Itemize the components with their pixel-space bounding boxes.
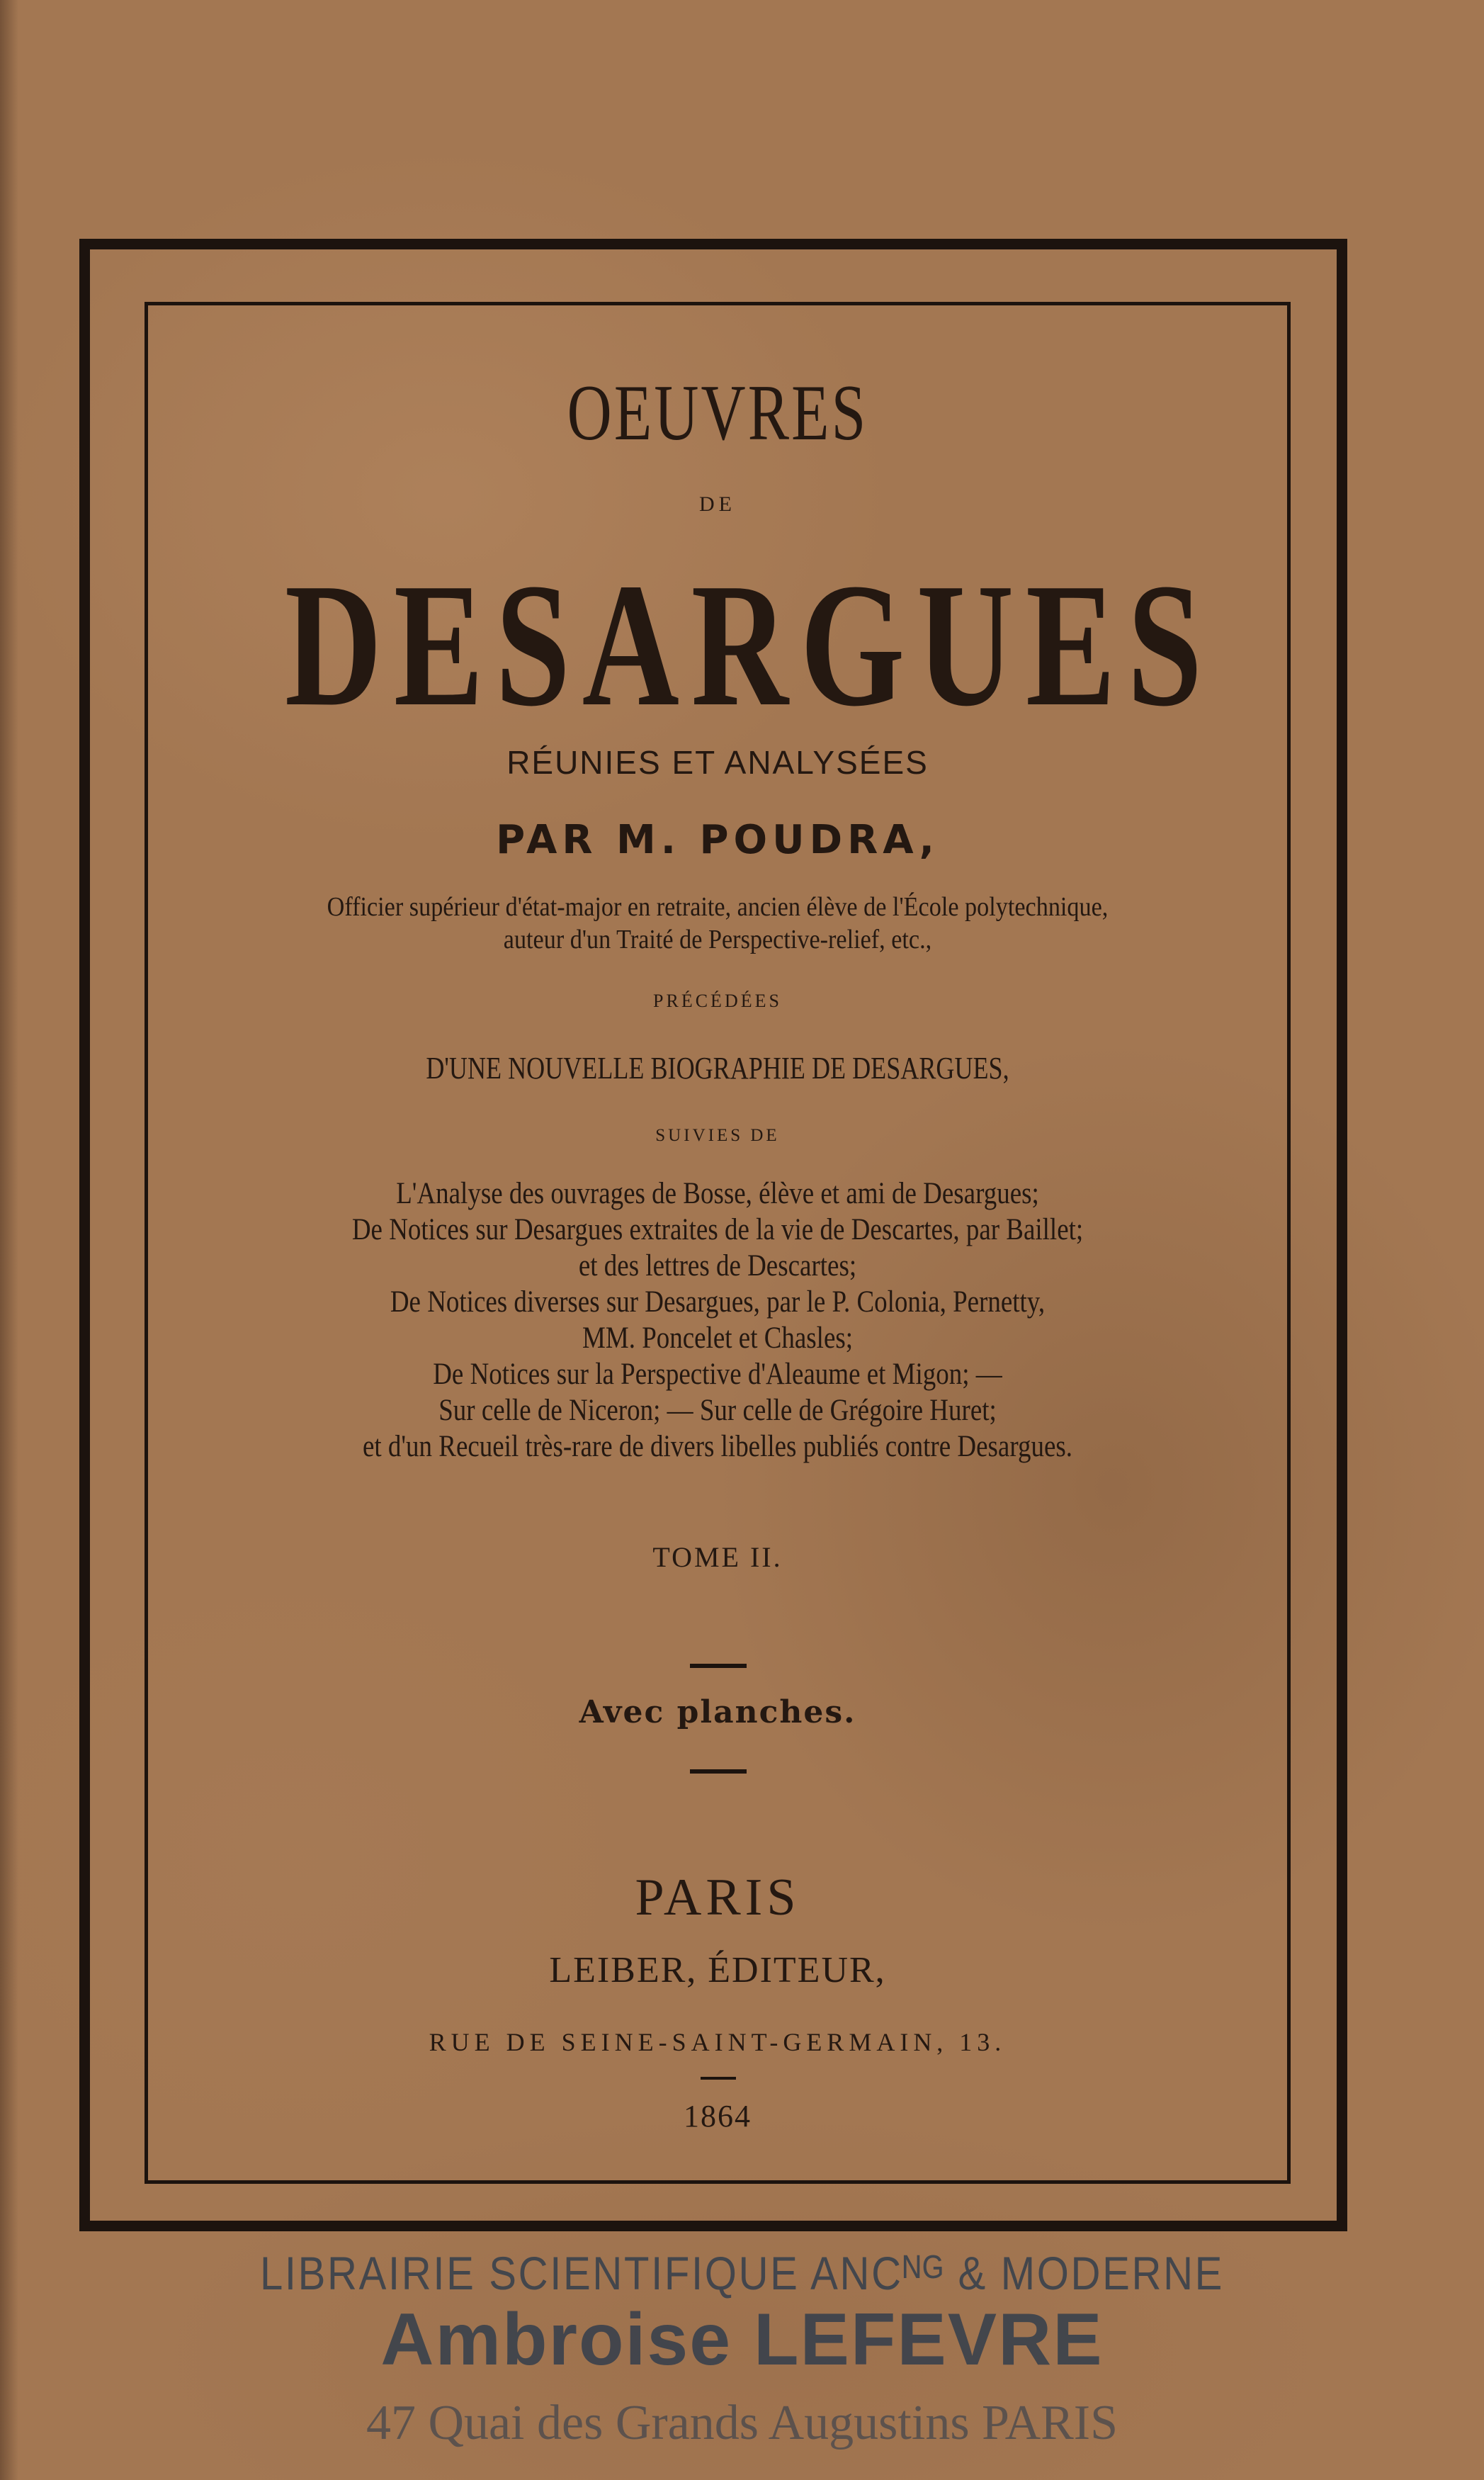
imprint-address: RUE DE SEINE-SAINT-GERMAIN, 13. — [429, 2028, 1007, 2056]
rule-above-year — [701, 2077, 736, 2080]
subtitle: RÉUNIES ET ANALYSÉES — [506, 744, 929, 781]
precedees-label: PRÉCÉDÉES — [653, 991, 782, 1011]
credentials-line-1: Officier supérieur d'état-major en retraite, ancien élève de l'École polytechnique, — [327, 892, 1109, 922]
bookseller-stamp-address: 47 Quai des Grands Augustins PARIS — [366, 2396, 1118, 2450]
title-line-oeuvres: OEUVRES — [567, 369, 868, 457]
imprint-publisher: LEIBER, ÉDITEUR, — [549, 1950, 886, 1990]
rule-below-plates — [690, 1769, 747, 1774]
contents-line: L'Analyse des ouvrages de Bosse, élève et ami de Desargues; — [396, 1177, 1039, 1210]
contents-line: De Notices diverses sur Desargues, par le P. Colonia, Pernetty, — [390, 1285, 1046, 1319]
rule-above-plates — [690, 1664, 747, 1668]
contents-line: et d'un Recueil très-rare de divers libelles publiés contre Desargues. — [362, 1430, 1073, 1463]
contents-list — [228, 1176, 1208, 1465]
contents-line: De Notices sur la Perspective d'Aleaume et Migon; — — [433, 1358, 1002, 1391]
contents-line: Sur celle de Niceron; — Sur celle de Grégoire Huret; — [438, 1394, 997, 1427]
plates-note: Avec planches. — [579, 1694, 856, 1730]
bookseller-stamp-line-1: LIBRAIRIE SCIENTIFIQUE ANCᴺᴳ & MODERNE — [259, 2247, 1225, 2299]
imprint-year: 1864 — [684, 2099, 752, 2134]
page-edge-shadow — [0, 0, 18, 2480]
imprint-city: PARIS — [635, 1869, 800, 1927]
contents-line: et des lettres de Descartes; — [578, 1249, 857, 1283]
contents-line: De Notices sur Desargues extraites de la vie de Descartes, par Baillet; — [351, 1213, 1084, 1246]
bookseller-stamp-name: Ambroise LEFEVRE — [380, 2299, 1104, 2381]
credentials-line-2: auteur d'un Traité de Perspective-relief, etc., — [503, 925, 932, 954]
contents-line: MM. Poncelet et Chasles; — [582, 1321, 854, 1355]
suivies-label: SUIVIES DE — [655, 1126, 780, 1145]
title-line-de: DE — [699, 492, 736, 516]
author-line: PAR M. POUDRA, — [496, 817, 939, 863]
biography-line: D'UNE NOUVELLE BIOGRAPHIE DE DESARGUES, — [426, 1051, 1009, 1086]
author-credentials — [205, 891, 1230, 956]
title-page — [148, 305, 1287, 2180]
volume-label: TOME II. — [652, 1541, 783, 1573]
title-main-desargues: DESARGUES — [284, 547, 1214, 743]
